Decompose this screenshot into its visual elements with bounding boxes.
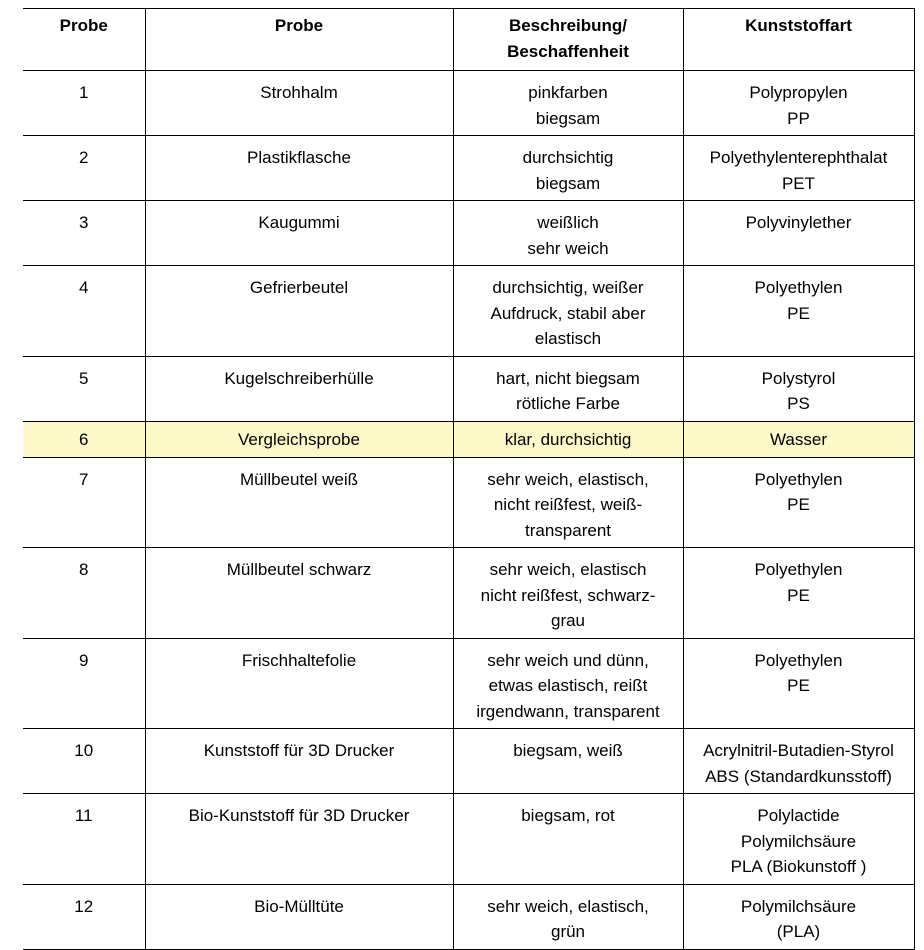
cell-probe: Frischhaltefolie bbox=[145, 638, 453, 729]
cell-kunststoffart bbox=[683, 136, 914, 201]
cell-kunststoffart-line: Acrylnitril-Butadien-Styrol bbox=[703, 741, 894, 760]
cell-beschreibung bbox=[453, 884, 683, 949]
header-probe-nr: Probe bbox=[23, 9, 145, 71]
cell-kunststoffart-line: Polymilchsäure bbox=[740, 831, 857, 851]
cell-beschreibung-line: nicht reißfest, weiß- bbox=[493, 495, 643, 514]
cell-beschreibung-line: sehr weich und dünn, bbox=[487, 650, 649, 670]
table-row bbox=[23, 884, 914, 949]
cell-kunststoffart-line: Polyethylenterephthalat bbox=[709, 148, 888, 167]
cell-beschreibung bbox=[453, 794, 683, 885]
cell-probe: Bio-Kunststoff für 3D Drucker bbox=[145, 794, 453, 885]
cell-beschreibung-line: durchsichtig, weißer bbox=[492, 278, 644, 297]
cell-beschreibung-line: klar, durchsichtig bbox=[504, 429, 632, 449]
cell-beschreibung-line: pinkfarben bbox=[528, 83, 608, 102]
cell-probe-nr: 12 bbox=[23, 884, 145, 949]
cell-probe: Müllbeutel schwarz bbox=[145, 548, 453, 639]
header-kunststoffart: Kunststoffart bbox=[683, 9, 914, 71]
cell-kunststoffart bbox=[683, 884, 914, 949]
cell-probe-nr: 4 bbox=[23, 266, 145, 357]
header-row bbox=[23, 9, 914, 71]
cell-kunststoffart-line: PP bbox=[787, 108, 810, 128]
cell-kunststoffart bbox=[683, 457, 914, 548]
cell-kunststoffart bbox=[683, 266, 914, 357]
cell-kunststoffart bbox=[683, 201, 914, 266]
cell-probe: Kugelschreiberhülle bbox=[145, 356, 453, 421]
cell-probe-nr: 11 bbox=[23, 794, 145, 885]
table-body bbox=[23, 71, 914, 950]
cell-probe: Plastikflasche bbox=[145, 136, 453, 201]
cell-kunststoffart-line: Polylactide bbox=[757, 806, 840, 825]
table-row bbox=[23, 266, 914, 357]
cell-kunststoffart-line: Polyvinylether bbox=[745, 213, 852, 232]
cell-kunststoffart bbox=[683, 548, 914, 639]
cell-kunststoffart-line: Polypropylen bbox=[749, 83, 848, 102]
cell-kunststoffart-line: PE bbox=[787, 495, 810, 514]
cell-kunststoffart-line: PE bbox=[787, 676, 810, 695]
cell-beschreibung-line: weißlich bbox=[537, 213, 599, 232]
cell-beschreibung bbox=[453, 548, 683, 639]
cell-probe: Müllbeutel weiß bbox=[145, 457, 453, 548]
cell-kunststoffart-line: PET bbox=[781, 173, 816, 193]
table-row bbox=[23, 794, 914, 885]
cell-probe-nr: 10 bbox=[23, 729, 145, 794]
cell-beschreibung bbox=[453, 638, 683, 729]
cell-kunststoffart bbox=[683, 356, 914, 421]
cell-beschreibung bbox=[453, 266, 683, 357]
cell-kunststoffart-line: Polyethylen bbox=[754, 650, 843, 670]
cell-probe: Gefrierbeutel bbox=[145, 266, 453, 357]
table-row bbox=[23, 136, 914, 201]
cell-beschreibung-line: nicht reißfest, schwarz- bbox=[480, 585, 656, 605]
cell-beschreibung-line: sehr weich bbox=[527, 238, 609, 258]
cell-kunststoffart-line: PE bbox=[787, 585, 810, 605]
cell-kunststoffart bbox=[683, 638, 914, 729]
cell-probe: Vergleichsprobe bbox=[145, 421, 453, 457]
cell-beschreibung bbox=[453, 729, 683, 794]
cell-beschreibung-line: biegsam, weiß bbox=[513, 741, 623, 760]
cell-beschreibung-line: Aufdruck, stabil aber bbox=[490, 303, 646, 323]
cell-kunststoffart bbox=[683, 729, 914, 794]
cell-beschreibung-line: transparent bbox=[525, 520, 611, 540]
cell-probe: Kaugummi bbox=[145, 201, 453, 266]
table-row bbox=[23, 356, 914, 421]
cell-probe-nr: 5 bbox=[23, 356, 145, 421]
cell-beschreibung-line: rötliche Farbe bbox=[516, 394, 620, 413]
cell-kunststoffart-line: (PLA) bbox=[776, 922, 821, 941]
table-row bbox=[23, 201, 914, 266]
cell-beschreibung-line: sehr weich, elastisch bbox=[489, 560, 647, 579]
cell-beschreibung-line: irgendwann, transparent bbox=[476, 701, 660, 721]
cell-kunststoffart-line: Polystyrol bbox=[761, 368, 836, 388]
cell-kunststoffart-line: Polymilchsäure bbox=[740, 896, 857, 916]
cell-beschreibung-line: etwas elastisch, reißt bbox=[488, 676, 648, 695]
cell-probe: Kunststoff für 3D Drucker bbox=[145, 729, 453, 794]
cell-kunststoffart-line: Polyethylen bbox=[754, 560, 843, 579]
cell-beschreibung bbox=[453, 356, 683, 421]
cell-kunststoffart-line: PLA (Biokunstoff ) bbox=[730, 857, 867, 876]
cell-beschreibung bbox=[453, 201, 683, 266]
cell-kunststoffart-line: Polyethylen bbox=[754, 278, 843, 297]
table-row bbox=[23, 457, 914, 548]
cell-probe-nr: 9 bbox=[23, 638, 145, 729]
cell-kunststoffart-line: PE bbox=[787, 303, 810, 323]
cell-beschreibung-line: biegsam bbox=[535, 173, 601, 193]
table-row bbox=[23, 421, 914, 457]
cell-kunststoffart-line: Polyethylen bbox=[754, 469, 843, 489]
cell-kunststoffart-line: PS bbox=[787, 394, 810, 413]
table-header bbox=[23, 9, 914, 71]
table-row bbox=[23, 638, 914, 729]
cell-kunststoffart bbox=[683, 794, 914, 885]
cell-probe-nr: 2 bbox=[23, 136, 145, 201]
header-probe: Probe bbox=[145, 9, 453, 71]
cell-beschreibung-line: sehr weich, elastisch, bbox=[487, 896, 649, 916]
cell-kunststoffart-line: Wasser bbox=[770, 429, 827, 449]
cell-beschreibung bbox=[453, 71, 683, 136]
cell-beschreibung-line: grün bbox=[550, 922, 586, 941]
cell-probe-nr: 3 bbox=[23, 201, 145, 266]
cell-beschreibung bbox=[453, 457, 683, 548]
cell-probe: Bio-Mülltüte bbox=[145, 884, 453, 949]
cell-beschreibung-line: biegsam bbox=[535, 108, 601, 128]
cell-probe-nr: 7 bbox=[23, 457, 145, 548]
table-row bbox=[23, 729, 914, 794]
cell-beschreibung-line: elastisch bbox=[534, 329, 602, 348]
cell-beschreibung-line: hart, nicht biegsam bbox=[496, 368, 640, 388]
cell-kunststoffart-line: ABS (Standardkunsstoff) bbox=[705, 766, 892, 786]
header-beschreibung: Beschreibung/ Beschaffenheit bbox=[453, 9, 683, 71]
samples-table bbox=[23, 8, 915, 950]
cell-kunststoffart bbox=[683, 71, 914, 136]
cell-probe-nr: 8 bbox=[23, 548, 145, 639]
table-row bbox=[23, 71, 914, 136]
cell-beschreibung bbox=[453, 421, 683, 457]
cell-probe-nr: 1 bbox=[23, 71, 145, 136]
table-row bbox=[23, 548, 914, 639]
cell-kunststoffart bbox=[683, 421, 914, 457]
cell-probe-nr: 6 bbox=[23, 421, 145, 457]
cell-probe: Strohhalm bbox=[145, 71, 453, 136]
cell-beschreibung-line: sehr weich, elastisch, bbox=[487, 469, 649, 489]
cell-beschreibung-line: biegsam, rot bbox=[521, 806, 615, 825]
cell-beschreibung-line: durchsichtig bbox=[522, 148, 614, 167]
cell-beschreibung-line: grau bbox=[550, 611, 586, 630]
cell-beschreibung bbox=[453, 136, 683, 201]
